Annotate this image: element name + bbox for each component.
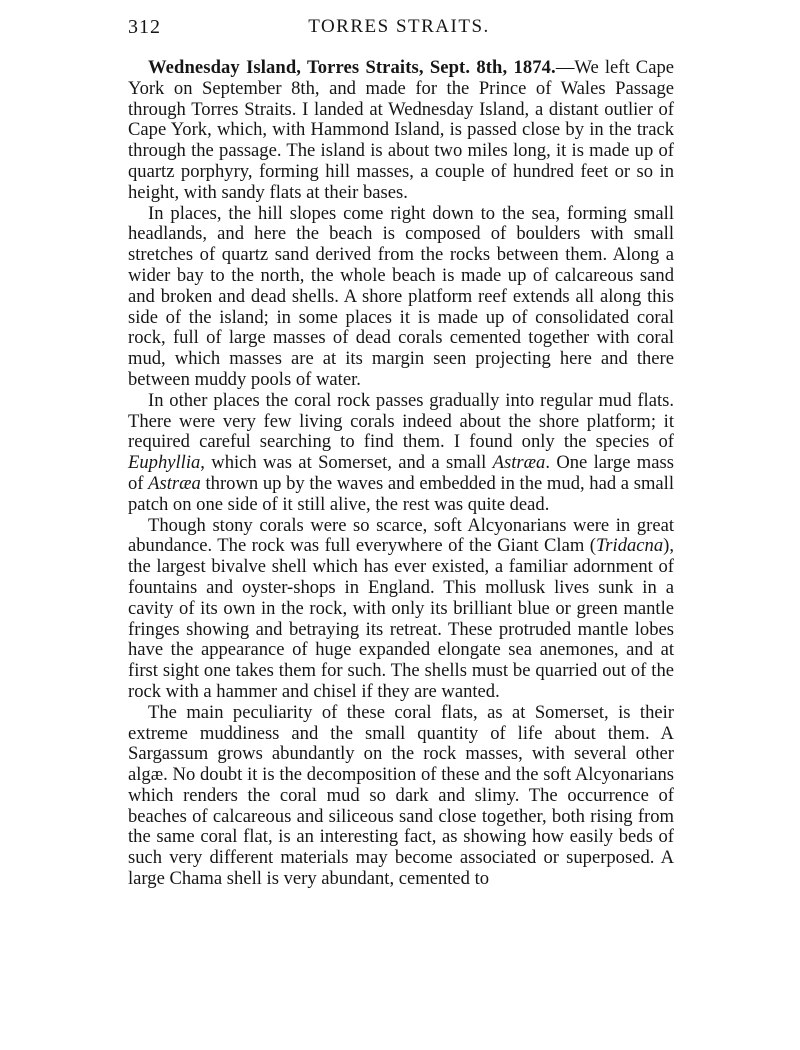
paragraph-3-text-d: thrown up by the waves and embedded in the mud, had a small patch on one side of it still alive, the rest was quite dead.	[128, 472, 675, 515]
paragraph-4	[128, 516, 674, 703]
genus-euphyllia: Euphyllia	[128, 452, 201, 474]
paragraph-1-text: —We left Cape York on September 8th, and made for the Prince of Wales Passage through Torres Straits. I landed at Wednesday Island, a distant outlier of Cape York, which, with Hammond Island, is passed close by in the track through the passage. The island is about two miles long, it is made up of quartz porphyry, forming hill masses, a couple of hundred feet or so in height, with sandy flats at their bases.	[128, 57, 674, 203]
genus-tridacna: Tridacna	[595, 535, 664, 557]
running-title: TORRES STRAITS.	[308, 16, 490, 37]
page-number: 312	[128, 16, 161, 38]
paragraph-4-text-b: ), the largest bivalve shell which has ever existed, a familiar adornment of fountains and oyster-shops in England. This mollusk lives sunk in a cavity of its own in the rock, with only its brilliant blue or green mantle fringes showing and betraying its retreat. These protruded mantle lobes have the appearance of huge expanded elongate sea anemones, and at first sight one takes them for such. The shells must be quarried out of the rock with a hammer and chisel if they are wanted.	[128, 535, 674, 702]
genus-astraea: Astræa	[492, 452, 546, 474]
paragraph-4-text-a: Though stony corals were so scarce, soft Alcyonarians were in great abundance. The rock was full everywhere of the Giant Clam (	[128, 514, 674, 557]
section-heading: Wednesday Island, Torres Straits, Sept. 8th, 1874.	[148, 57, 556, 78]
paragraph-1	[128, 58, 674, 204]
paragraph-3	[128, 391, 674, 516]
paragraph-3-text-c: . One large mass of	[128, 452, 674, 494]
paragraph-3-text-b: , which was at Somerset, and a small	[200, 452, 493, 474]
body-text	[128, 58, 674, 890]
genus-astraea-2: Astræa	[148, 472, 201, 494]
paragraph-5: The main peculiarity of these coral flats, as at Somerset, is their extreme muddiness and the small quantity of life about them. A Sargassum grows abundantly on the rock masses, with several other algæ. No doubt it is the decomposition of these and the soft Alcyonarians which renders the coral mud so dark and slimy. The occurrence of beaches of calcareous and siliceous sand close together, both rising from the same coral flat, is an interesting fact, as showing how easily beds of such very different materials may become associated or superposed. A large Chama shell is very abundant, cemented to	[128, 701, 674, 890]
paragraph-3-text-a: In other places the coral rock passes gradually into regular mud flats. There were very few living corals indeed about the shore platform; it required careful searching to find them. I found only the species of	[128, 389, 674, 453]
page-header	[128, 12, 670, 42]
paragraph-2: In places, the hill slopes come right down to the sea, forming small headlands, and here the beach is composed of boulders with small stretches of quartz sand derived from the rocks between them. Along a wider bay to the north, the whole beach is made up of calcareous sand and broken and dead shells. A shore platform reef extends all along this side of the island; in some places it is made up of consolidated coral rock, full of large masses of dead corals cemented together with coral mud, which masses are at its margin seen projecting here and there between muddy pools of water.	[128, 202, 674, 390]
